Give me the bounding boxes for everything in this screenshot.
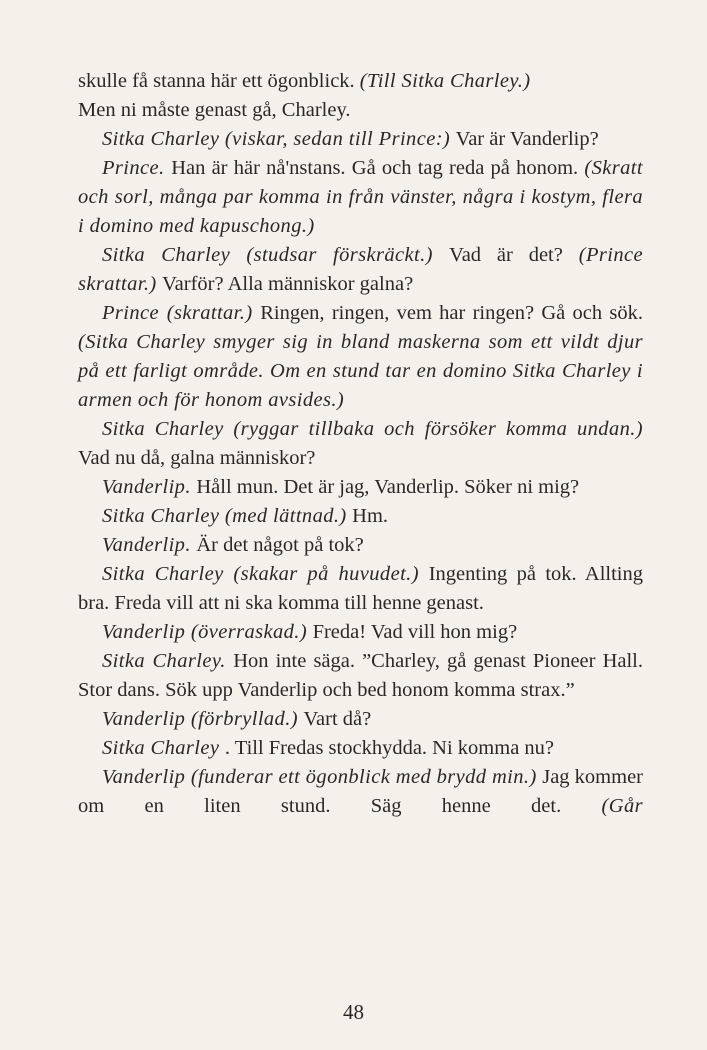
stage-direction: Sitka Charley (viskar, sedan till Prince:) [102, 128, 456, 150]
dialogue-text: Är det något på tok? [196, 534, 364, 556]
paragraph [78, 415, 643, 473]
dialogue-text: Vad nu då, galna människor? [78, 447, 316, 469]
stage-direction: Vanderlip (förbryllad.) [102, 708, 304, 730]
stage-direction: Sitka Charley. [102, 650, 234, 672]
paragraph [78, 647, 643, 705]
paragraph [78, 734, 643, 763]
paragraph [78, 473, 643, 502]
stage-direction: Vanderlip. [102, 534, 197, 556]
page-number: 48 [343, 1000, 364, 1024]
page-body-text [78, 67, 643, 821]
paragraph [78, 299, 643, 415]
paragraph [78, 560, 643, 618]
stage-direction: (Skratt och sorl, många par komma in från vänster, några i kostym, flera i domino med kapuschong.) [78, 157, 643, 237]
dialogue-text: Vart då? [303, 708, 372, 730]
dialogue-text: Han är här nå'nstans. Gå och tag reda på honom. [171, 157, 585, 179]
dialogue-text: Var är Vanderlip? [455, 128, 599, 150]
paragraph [78, 763, 643, 821]
stage-direction: Sitka Charley [102, 737, 225, 759]
stage-direction: Prince (skrattar.) [102, 302, 261, 324]
dialogue-text: Ingenting på tok. Allting bra. Freda vill att ni ska komma till henne genast. [78, 563, 643, 614]
stage-direction: Sitka Charley (skakar på huvudet.) [102, 563, 429, 585]
dialogue-text: Varför? Alla människor galna? [162, 273, 414, 295]
stage-direction: Vanderlip (funderar ett ögonblick med brydd min.) [102, 766, 543, 788]
dialogue-text: . Till Fredas stockhydda. Ni komma nu? [224, 737, 555, 759]
stage-direction: (Prince skrattar.) [78, 244, 643, 295]
dialogue-text: Vad är det? [449, 244, 579, 266]
paragraph [78, 241, 643, 299]
stage-direction: Vanderlip. [102, 476, 197, 498]
dialogue-text: Ringen, ringen, vem har ringen? Gå och sök. [260, 302, 643, 324]
stage-direction: (Sitka Charley smyger sig in bland maskerna som ett vildt djur på ett farligt område. Om en stund tar en domino Sitka Charley i armen och för honom avsides.) [78, 331, 643, 411]
dialogue-text: Men ni måste genast gå, Charley. [78, 99, 351, 121]
dialogue-text: Hm. [352, 505, 389, 527]
stage-direction: Sitka Charley (med lättnad.) [102, 505, 353, 527]
stage-direction: Vanderlip (överraskad.) [102, 621, 313, 643]
paragraph [78, 96, 643, 125]
stage-direction: Sitka Charley (studsar förskräckt.) [102, 244, 450, 266]
dialogue-text: skulle få stanna här ett ögonblick. [78, 70, 360, 92]
stage-direction: (Till Sitka Charley.) [359, 70, 531, 92]
dialogue-text: Freda! Vad vill hon mig? [312, 621, 518, 643]
paragraph [78, 531, 643, 560]
paragraph [78, 618, 643, 647]
dialogue-text: Håll mun. Det är jag, Vanderlip. Söker ni mig? [196, 476, 580, 498]
stage-direction: (Går [601, 795, 643, 817]
paragraph [78, 154, 643, 241]
dialogue-text: Jag kommer om en liten stund. Säg henne det. [78, 766, 643, 817]
stage-direction: Prince. [102, 157, 172, 179]
dialogue-text: Hon inte säga. ”Charley, gå genast Pioneer Hall. Stor dans. Sök upp Vanderlip och bed honom komma strax.” [78, 650, 643, 701]
stage-direction: Sitka Charley (ryggar tillbaka och försöker komma undan.) [102, 418, 643, 440]
paragraph [78, 125, 643, 154]
paragraph [78, 67, 643, 96]
paragraph [78, 502, 643, 531]
paragraph [78, 705, 643, 734]
